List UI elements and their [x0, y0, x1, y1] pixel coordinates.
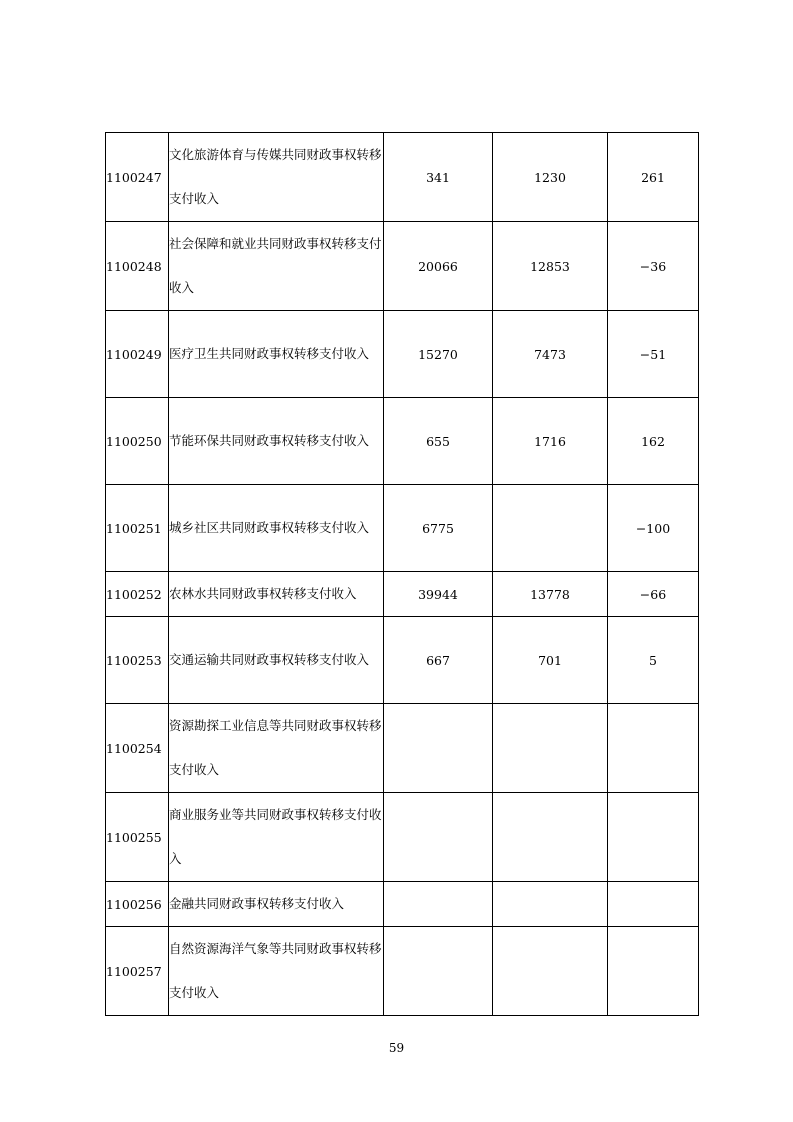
value-col-2 — [493, 485, 608, 572]
table-row — [106, 311, 699, 398]
subject-code: 1100252 — [106, 572, 169, 617]
subject-code: 1100254 — [106, 704, 169, 793]
value-col-2 — [493, 927, 608, 1016]
subject-code: 1100257 — [106, 927, 169, 1016]
value-col-1: 20066 — [384, 222, 493, 311]
subject-code: 1100255 — [106, 793, 169, 882]
value-col-2 — [493, 793, 608, 882]
subject-name: 城乡社区共同财政事权转移支付收入 — [169, 485, 384, 572]
value-col-1: 655 — [384, 398, 493, 485]
value-col-2: 1230 — [493, 133, 608, 222]
table-row — [106, 572, 699, 617]
value-col-1 — [384, 793, 493, 882]
subject-name: 社会保障和就业共同财政事权转移支付收入 — [169, 222, 384, 311]
table-row — [106, 927, 699, 1016]
table-row — [106, 704, 699, 793]
value-col-1 — [384, 882, 493, 927]
value-col-3 — [608, 704, 699, 793]
subject-code: 1100249 — [106, 311, 169, 398]
table-row — [106, 222, 699, 311]
subject-name: 商业服务业等共同财政事权转移支付收入 — [169, 793, 384, 882]
budget-table — [105, 132, 699, 1016]
subject-name: 农林水共同财政事权转移支付收入 — [169, 572, 384, 617]
table-row — [106, 793, 699, 882]
table-row — [106, 882, 699, 927]
value-col-1: 39944 — [384, 572, 493, 617]
subject-code: 1100248 — [106, 222, 169, 311]
value-col-1 — [384, 704, 493, 793]
value-col-1: 15270 — [384, 311, 493, 398]
value-col-1: 341 — [384, 133, 493, 222]
table-row — [106, 398, 699, 485]
subject-name: 资源勘探工业信息等共同财政事权转移支付收入 — [169, 704, 384, 793]
subject-code: 1100247 — [106, 133, 169, 222]
value-col-1: 6775 — [384, 485, 493, 572]
value-col-3: −66 — [608, 572, 699, 617]
value-col-1 — [384, 927, 493, 1016]
subject-name: 医疗卫生共同财政事权转移支付收入 — [169, 311, 384, 398]
table-row — [106, 133, 699, 222]
value-col-2 — [493, 704, 608, 793]
subject-code: 1100253 — [106, 617, 169, 704]
subject-code: 1100256 — [106, 882, 169, 927]
subject-code: 1100250 — [106, 398, 169, 485]
value-col-3 — [608, 927, 699, 1016]
value-col-3 — [608, 882, 699, 927]
table-row — [106, 617, 699, 704]
subject-name: 金融共同财政事权转移支付收入 — [169, 882, 384, 927]
subject-name: 节能环保共同财政事权转移支付收入 — [169, 398, 384, 485]
value-col-3 — [608, 793, 699, 882]
value-col-2 — [493, 882, 608, 927]
page-number: 59 — [388, 1041, 405, 1055]
value-col-2: 701 — [493, 617, 608, 704]
subject-name: 文化旅游体育与传媒共同财政事权转移支付收入 — [169, 133, 384, 222]
value-col-3: 162 — [608, 398, 699, 485]
table-row — [106, 485, 699, 572]
value-col-3: −36 — [608, 222, 699, 311]
subject-code: 1100251 — [106, 485, 169, 572]
subject-name: 自然资源海洋气象等共同财政事权转移支付收入 — [169, 927, 384, 1016]
value-col-2: 7473 — [493, 311, 608, 398]
value-col-2: 12853 — [493, 222, 608, 311]
value-col-3: 5 — [608, 617, 699, 704]
value-col-1: 667 — [384, 617, 493, 704]
value-col-3: −100 — [608, 485, 699, 572]
value-col-2: 13778 — [493, 572, 608, 617]
value-col-2: 1716 — [493, 398, 608, 485]
value-col-3: 261 — [608, 133, 699, 222]
subject-name: 交通运输共同财政事权转移支付收入 — [169, 617, 384, 704]
value-col-3: −51 — [608, 311, 699, 398]
